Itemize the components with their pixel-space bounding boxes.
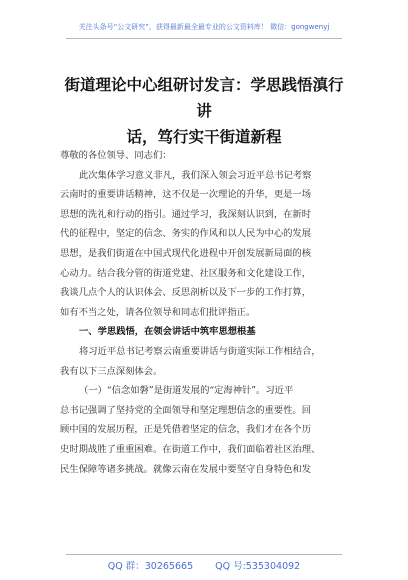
body-line: 民生保障等诸多挑战。就像云南在发展中要坚守自身特色和发 <box>60 463 312 475</box>
page-header-notice: 关注头条号“公文研究”，获得最新最全最专业的公文资料库！ 微信：gongwenyj <box>78 23 330 31</box>
footer-divider <box>66 554 342 555</box>
body-line: 我谈几点个人的认识体会、反思剖析以及下一步的工作打算， <box>60 287 312 299</box>
body-line: 尊敬的各位领导、同志们： <box>60 150 172 161</box>
body-line: 心动力。结合我分管的街道党建、社区服务和文化建设工作， <box>60 267 312 279</box>
footer-qq-number: QQ 号:535304092 <box>215 561 301 572</box>
body-line: 将习近平总书记考察云南重要讲话与街道实际工作相结合， <box>79 346 321 357</box>
body-line: 此次集体学习意义非凡，我们深入领会习近平总书记考察 <box>79 169 312 181</box>
body-line: 云南时的重要讲话精神，这不仅是一次理论的升华，更是一场 <box>60 189 312 201</box>
page-footer <box>0 558 408 572</box>
document-title <box>60 72 348 150</box>
header-divider <box>66 38 342 39</box>
body-line: 如有不当之处，请各位领导和同志们批评指正。 <box>60 306 256 318</box>
body-line: 史时期战胜了重重困难。在街道工作中，我们面临着社区治理、 <box>60 444 321 455</box>
footer-qq-group: QQ 群：30265665 <box>107 561 194 572</box>
body-line: 思想，是我们街道在中国式现代化进程中开创发展新局面的核 <box>60 248 312 259</box>
body-line: 我有以下三点深刻体会。 <box>60 365 163 377</box>
body-line: 总书记强调了坚持党的全面领导和坚定理想信念的重要性。回 <box>60 404 312 416</box>
body-line: 顾中国的发展历程，正是凭借着坚定的信念，我们才在各个历 <box>60 424 312 436</box>
body-line: 思想的洗礼和行动的指引。通过学习，我深刻认识到，在新时 <box>60 208 312 220</box>
document-title-line-2: 话，笃行实干街道新程 <box>126 127 282 146</box>
body-line: 代的征程中，坚定的信念、务实的作风和以人民为中心的发展 <box>60 228 312 240</box>
body-line: （一）“信念如磐”是街道发展的“定海神针”。习近平 <box>79 385 294 397</box>
body-line: 一、学思践悟，在领会讲话中筑牢思想根基 <box>79 326 256 338</box>
document-title-line-1: 街道理论中心组研讨发言：学思践悟滇行讲 <box>64 75 344 120</box>
